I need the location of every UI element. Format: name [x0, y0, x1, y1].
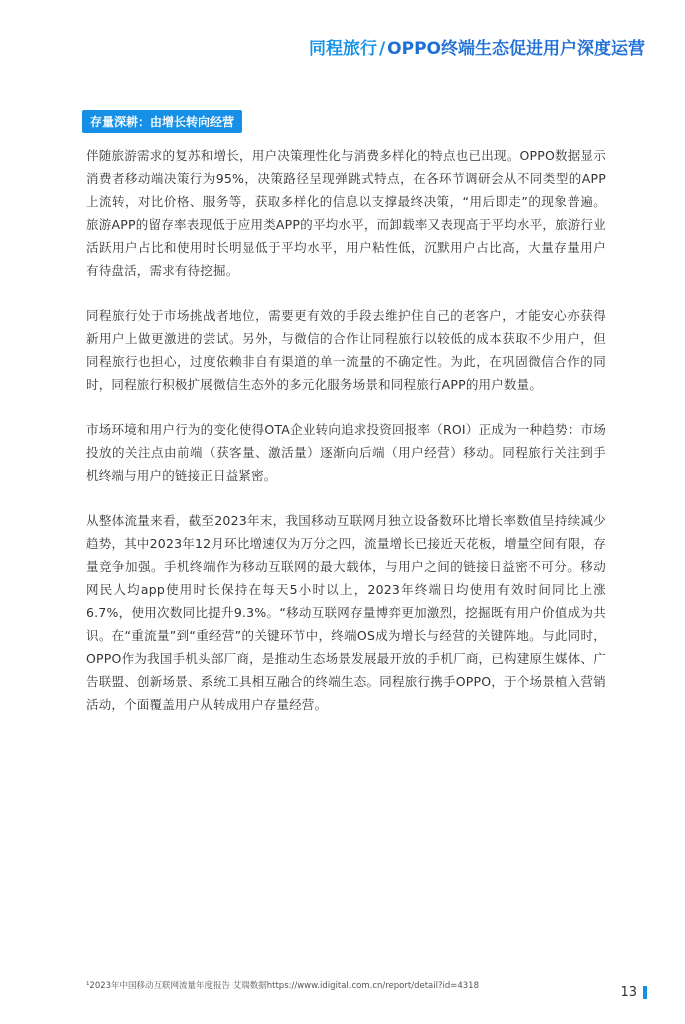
- header-brand: 同程旅行: [308, 39, 377, 59]
- footnote: ¹2023年中国移动互联网流量年度报告 艾瑞数据https://www.idigital.com.cn/report/detail?id=4318: [86, 981, 479, 991]
- header-separator: /: [378, 39, 386, 59]
- page-number-accent-bar: [643, 986, 647, 999]
- paragraph-2: 同程旅行处于市场挑战者地位，需要更有效的手段去维护住自己的老客户，才能安心亦获得新用户上做更激进的尝试。另外，与微信的合作让同程旅行以较低的成本获取不少用户，但同程旅行也担心，过度依赖非自有渠道的单一流量的不确定性。为此，在巩固微信合作的同时，同程旅行积极扩展微信生态外的多元化服务场景和同程旅行APP的用户数量。: [86, 308, 606, 392]
- paragraph-3: 市场环境和用户行为的变化使得OTA企业转向追求投资回报率（ROI）正成为一种趋势：市场投放的关注点由前端（获客量、激活量）逐渐向后端（用户经营）移动。同程旅行关注到手机终端与用户的链接正日益紧密。: [86, 422, 606, 483]
- header-subtitle: OPPO终端生态促进用户深度运营: [387, 39, 645, 59]
- page-header: [309, 34, 645, 59]
- page-number: [620, 985, 647, 1000]
- paragraph-1: 伴随旅游需求的复苏和增长，用户决策理性化与消费多样化的特点也已出现。OPPO数据显示消费者移动端决策行为95%，决策路径呈现弹跳式特点，在各环节调研会从不同类型的APP上流转，对比价格、服务等，获取多样化的信息以支撑最终决策，“用后即走”的现象普遍。旅游APP的留存率表现低于应用类APP的平均水平，而卸载率又表现高于平均水平，旅游行业活跃用户占比和使用时长明显低于平均水平，用户粘性低，沉默用户占比高，大量存量用户有待盘活，需求有待挖掘。: [86, 148, 606, 278]
- page-number-text: 13: [620, 985, 637, 1000]
- body-content: [86, 144, 606, 738]
- section-tag: 存量深耕：由增长转向经营: [82, 110, 242, 133]
- paragraph-4: 从整体流量来看，截至2023年末，我国移动互联网月独立设备数环比增长率数值呈持续减少趋势，其中2023年12月环比增速仅为万分之四，流量增长已接近天花板，增量空间有限，存量竞争加强。手机终端作为移动互联网的最大载体，与用户之间的链接日益密不可分。移动网民人均app使用时长保持在每天5小时以上，2023年终端日均使用有效时间同比上涨6.7%，使用次数同比提升9.3%。“移动互联网存量博弈更加激烈，挖掘既有用户价值成为共识。在“重流量”到“重经营”的关键环节中，终端OS成为增长与经营的关键阵地。与此同时，OPPO作为我国手机头部厂商，是推动生态场景发展最开放的手机厂商，已构建原生媒体、广告联盟、创新场景、系统工具相互融合的终端生态。同程旅行携手OPPO，于个场景植入营销活动，个面覆盖用户从转成用户存量经营。: [86, 513, 606, 712]
